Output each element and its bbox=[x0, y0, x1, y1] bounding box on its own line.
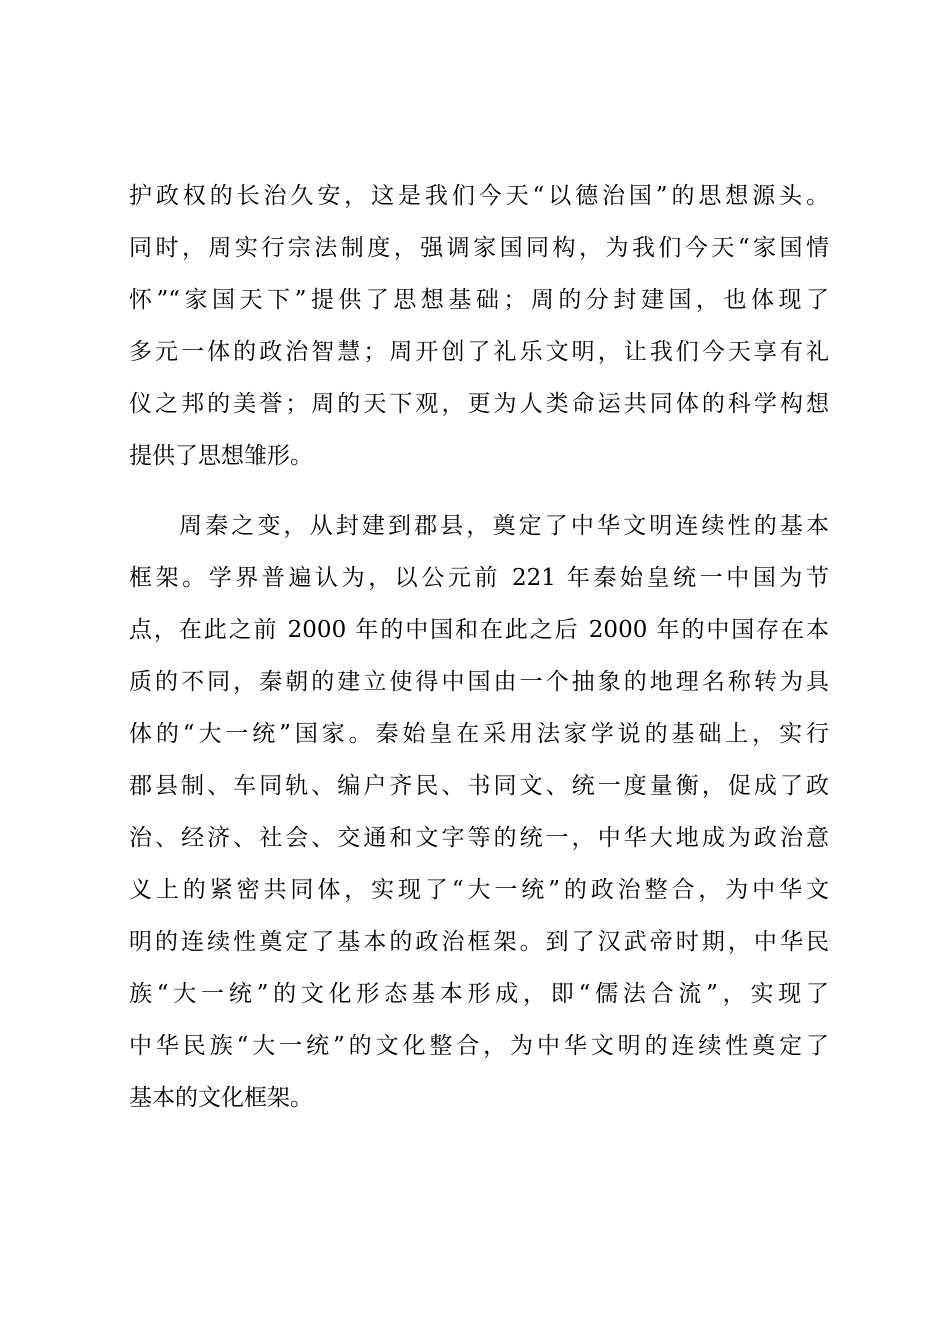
text-line: 提供了思想雏形。 bbox=[129, 443, 313, 469]
text-line: 基本的文化框架。 bbox=[129, 1085, 313, 1111]
text-line: 族“大一统”的文化形态基本形成，即“儒法合流”，实现了 bbox=[129, 981, 829, 1007]
text-line: 怀”“家国天下”提供了思想基础；周的分封建国，也体现了 bbox=[129, 287, 829, 313]
text-line: 多元一体的政治智慧；周开创了礼乐文明，让我们今天享有礼 bbox=[129, 339, 829, 365]
text-line: 质的不同，秦朝的建立使得中国由一个抽象的地理名称转为具 bbox=[129, 669, 829, 695]
text-line: 明的连续性奠定了基本的政治框架。到了汉武帝时期，中华民 bbox=[129, 929, 829, 955]
text-line: 义上的紧密共同体，实现了“大一统”的政治整合，为中华文 bbox=[129, 877, 829, 903]
text-line: 点，在此之前 2000 年的中国和在此之后 2000 年的中国存在本 bbox=[129, 617, 829, 643]
text-line: 框架。学界普遍认为，以公元前 221 年秦始皇统一中国为节 bbox=[129, 565, 829, 591]
text-line: 中华民族“大一统”的文化整合，为中华文明的连续性奠定了 bbox=[129, 1033, 829, 1059]
text-line: 仪之邦的美誉；周的天下观，更为人类命运共同体的科学构想 bbox=[129, 391, 829, 417]
text-line: 体的“大一统”国家。秦始皇在采用法家学说的基础上，实行 bbox=[129, 721, 829, 747]
text-line: 护政权的长治久安，这是我们今天“以德治国”的思想源头。 bbox=[129, 183, 829, 209]
text-line: 同时，周实行宗法制度，强调家国同构，为我们今天“家国情 bbox=[129, 235, 829, 261]
text-line: 治、经济、社会、交通和文字等的统一，中华大地成为政治意 bbox=[129, 825, 829, 851]
text-line: 周秦之变，从封建到郡县，奠定了中华文明连续性的基本 bbox=[179, 513, 829, 539]
text-line: 郡县制、车同轨、编户齐民、书同文、统一度量衡，促成了政 bbox=[129, 773, 829, 799]
